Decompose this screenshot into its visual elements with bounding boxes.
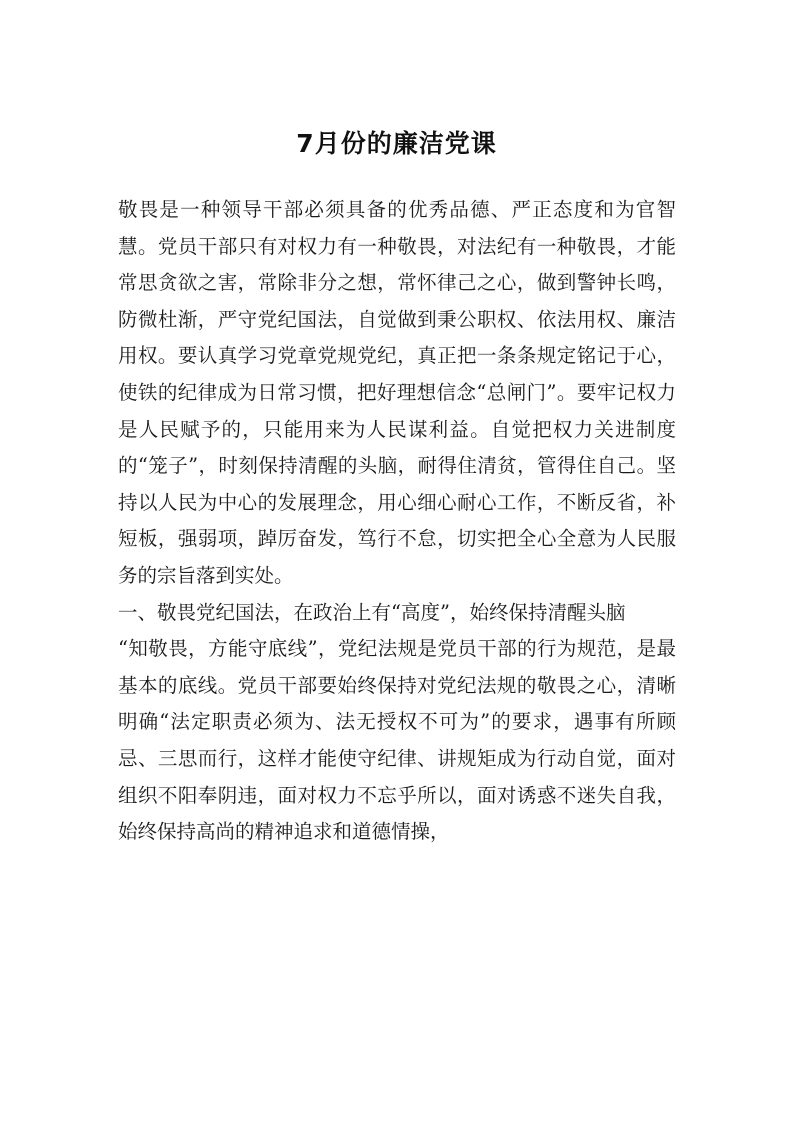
section-heading: 一、敬畏党纪国法，在政治上有“高度”，始终保持清醒头脑 (118, 600, 626, 624)
section-paragraph: “知敬畏，方能守底线”，党纪法规是党员干部的行为规范，是最基本的底线。党员干部要始终保持对党纪法规的敬畏之心，清晰明确“法定职责必须为、法无授权不可为”的要求，遇事有所顾忌、三思而行，这样才能使守纪律、讲规矩成为行动自觉，面对组织不阳奉阴违，面对权力不忘乎所以，面对诱惑不迷失自我，始终保持高尚的精神追求和道德情操， (118, 637, 676, 844)
document-title: 7月份的廉洁党课 (296, 129, 497, 158)
intro-paragraph: 敬畏是一种领导干部必须具备的优秀品德、严正态度和为官智慧。党员干部只有对权力有一种敬畏，对法纪有一种敬畏，才能常思贪欲之害，常除非分之想，常怀律己之心，做到警钟长鸣，防微杜渐，严守党纪国法，自觉做到秉公职权、依法用权、廉洁用权。要认真学习党章党规党纪，真正把一条条规定铭记于心，使铁的纪律成为日常习惯，把好理想信念“总闸门”。要牢记权力是人民赋予的，只能用来为人民谋利益。自觉把权力关进制度的“笼子”，时刻保持清醒的头脑，耐得住清贫，管得住自己。坚持以人民为中心的发展理念，用心细心耐心工作，不断反省，补短板，强弱项，踔厉奋发，笃行不怠，切实把全心全意为人民服务的宗旨落到实处。 (118, 198, 676, 587)
document-body (118, 192, 676, 851)
